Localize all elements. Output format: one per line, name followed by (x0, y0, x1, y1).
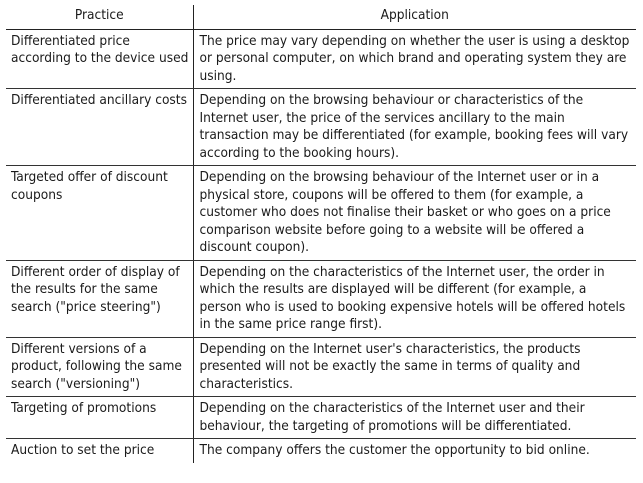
application-cell: Depending on the characteristics of the Internet user, the order in which the results are displayed will be different (for example, a person who is used to booking expensive hotels will be offered hotels in the same price range first). (193, 260, 636, 337)
table-row (6, 260, 636, 337)
practice-cell: Targeting of promotions (6, 397, 193, 439)
practices-table (6, 5, 636, 463)
table-header-row (6, 5, 636, 29)
application-cell: Depending on the browsing behaviour of the Internet user or in a physical store, coupons will be offered to them (for example, a customer who does not finalise their basket or who goes on a price comparison website before going to a website will be offered a discount coupon). (193, 166, 636, 261)
table-row (6, 89, 636, 166)
practice-cell: Differentiated ancillary costs (6, 89, 193, 166)
header-application: Application (193, 5, 636, 29)
table-row (6, 29, 636, 89)
header-practice: Practice (6, 5, 193, 29)
table-row (6, 439, 636, 463)
application-cell: The price may vary depending on whether the user is using a desktop or personal computer, on which brand and operating system they are using. (193, 29, 636, 89)
table-row (6, 337, 636, 397)
practice-cell: Auction to set the price (6, 439, 193, 463)
application-cell: Depending on the characteristics of the Internet user and their behaviour, the targeting of promotions will be differentiated. (193, 397, 636, 439)
practice-cell: Differentiated price according to the device used (6, 29, 193, 89)
table-row (6, 166, 636, 261)
table-row (6, 397, 636, 439)
practice-cell: Different order of display of the results for the same search ("price steering") (6, 260, 193, 337)
application-cell: Depending on the browsing behaviour or characteristics of the Internet user, the price of the services ancillary to the main transaction may be differentiated (for example, booking fees will vary according to the booking hours). (193, 89, 636, 166)
practice-cell: Different versions of a product, following the same search ("versioning") (6, 337, 193, 397)
application-cell: Depending on the Internet user's characteristics, the products presented will not be exactly the same in terms of quality and characteristics. (193, 337, 636, 397)
application-cell: The company offers the customer the opportunity to bid online. (199, 442, 590, 458)
practice-cell: Targeted offer of discount coupons (6, 166, 193, 261)
